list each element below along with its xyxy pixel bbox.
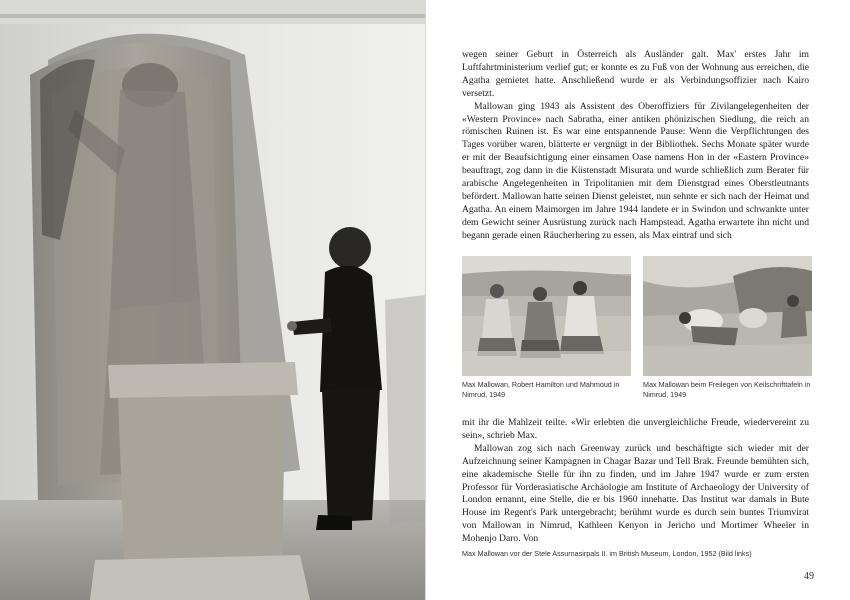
photo-caption: Max Mallowan beim Freilegen von Keilschrifttafeln in Nimrud, 1949 bbox=[643, 380, 811, 399]
photo-row bbox=[462, 256, 812, 406]
nimrud-group-photo bbox=[462, 256, 631, 376]
nimrud-excavation-photo bbox=[643, 256, 812, 376]
photo-caption: Max Mallowan, Robert Hamilton und Mahmoud in Nimrud, 1949 bbox=[462, 380, 620, 399]
text-page bbox=[426, 0, 850, 600]
paragraph: Mallowan ging 1943 als Assistent des Oberoffiziers für Zivilangelegenheiten der «Western Province» nach Sabratha, einer antiken phönizischen Siedlung, die reich an römischen Ruinen ist. Es war eine entspannende Pause: Wenn die Verpflichtungen des Tages vorüber waren, blätterte er vergnügt in der Bibliothek. Sechs Monate später wurde er mit der Beaufsichtigung einer einsamen Oase namens Hon in der «Eastern Province» beauftragt, zog dann in die Küstenstadt Misurata und wurde schließlich zum Berater für arabische Angelegenheiten in Tripolitanien mit dem Dienstgrad eines Oberstleutnants befördert. Mallowan hatte seinen Dienst geleistet, nun sehnte er sich nach der Heimat und Agatha. An einem Maimorgen im Jahre 1944 landete er in Swindon und schwankte unter dem Gewicht seiner Ausrüstung zurück nach Hampstead. Agatha erwartete ihn nicht und begann gerade einen Räucherhering zu essen, als Max eintraf und sich bbox=[462, 100, 809, 241]
body-text-bottom bbox=[462, 417, 809, 546]
paragraph: Mallowan zog sich nach Greenway zurück und beschäftigte sich wieder mit der Aufzeichnung seiner Kampagnen in Chagar Bazar und Tell Brak. Freunde bemühten sich, eine akademische Stelle für ihn zu finden, und im Jahre 1947 wurde er zum ersten Professor für Vorderasiatische Archäologie am Institute of Archaeology der University of London ernannt, eine Stelle, die er bis 1960 innehatte. Das Institut war damals in Bute House im Regent's Park untergebracht; berühmt wurde es durch sein buntes Triumvirat von Mallowan in Nimrud, Kathleen Kenyon in Jericho und Mortimer Wheeler in Mohenjo Daro. Von bbox=[462, 442, 809, 545]
paragraph: mit ihr die Mahlzeit teilte. «Wir erlebten die unvergleichliche Freude, wiedervereint zu sein», schrieb Max. bbox=[462, 417, 809, 441]
body-text-top bbox=[462, 49, 809, 243]
paragraph: wegen seiner Geburt in Österreich als Ausländer galt. Max' erstes Jahr im Luftfahrtministerium verlief gut; er konnte es zu Fuß von der Wohnung aus erreichen, die Agatha gemietet hatte. Anschließend wurde er als Verbindungsoffizier nach Kairo versetzt. bbox=[462, 49, 809, 99]
figure-caption: Max Mallowan vor der Stele Assurnasirpals II. im British Museum, London, 1952 (Bild links) bbox=[462, 549, 752, 558]
page-number: 49 bbox=[804, 571, 814, 582]
